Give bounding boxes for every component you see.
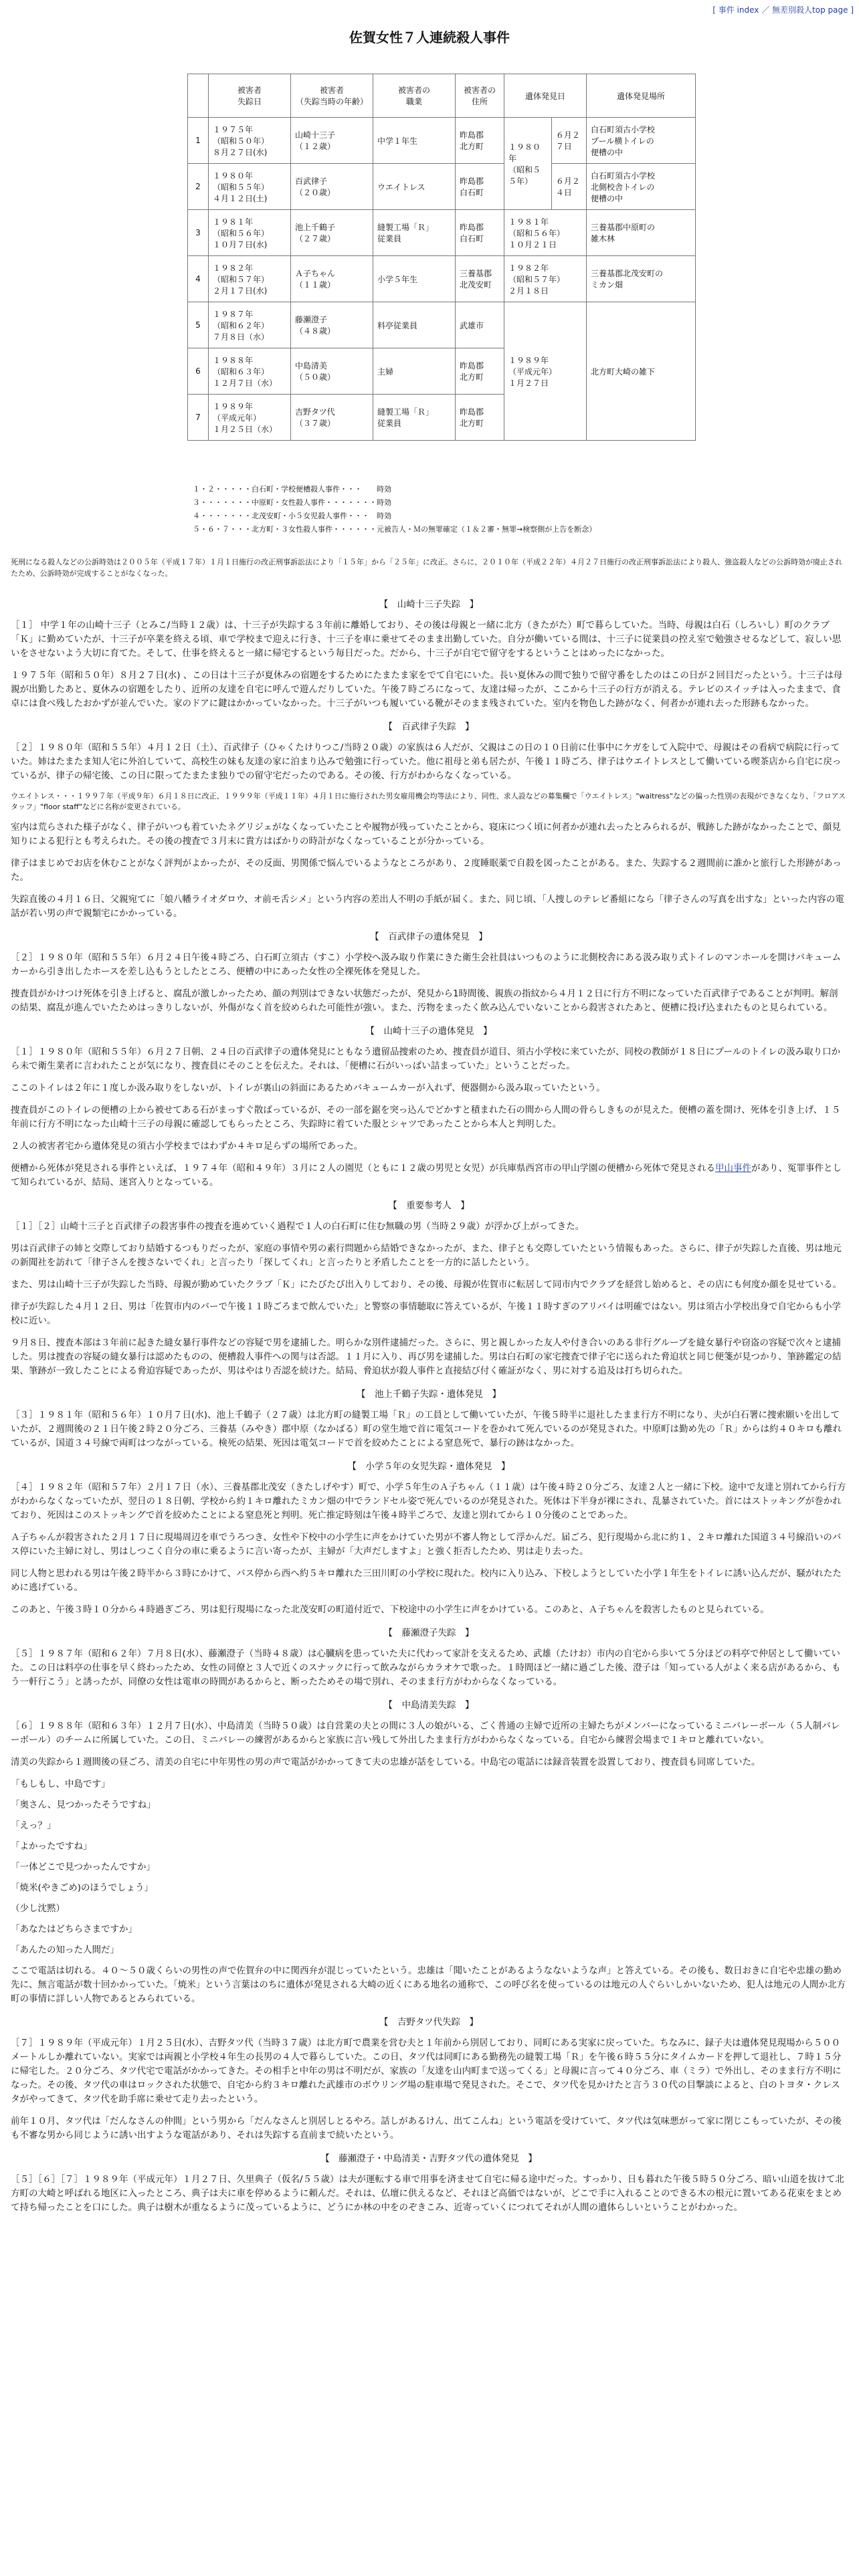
row-number: 2	[188, 164, 209, 210]
missing-date-cell: １９７５年 （昭和５０年） ８月２７日(水)	[209, 118, 291, 164]
table-header-cell	[188, 74, 209, 118]
paragraph: ［１］ 中学１年の山崎十三子（とみこ/当時１２歳）は、十三子が失踪する３年前に離婚しており、その後は母親と一緒に北方（きたがた）町で暮らしていた。当時、母親は白石（しろいし）町のクラブ「Ｋ」に勤めていたが、十三子が卒業を終える頃、車で学校まで迎えに行き、十三子を車に乗せてそのまま出勤していた。自分が働いている間は、十三子に従業員の控え室で勉強させるなどして、寂しい思いをさせないよう大切に育てた。そして、仕事を終えると一緒に帰宅するという毎日だった。だから、十三子が自宅で留守をするということはめったになかった。	[11, 620, 842, 659]
row-number: 6	[188, 348, 209, 395]
legend-item: ４・・・・・・・北茂安町・小５女児殺人事件・・・ 時効	[193, 512, 391, 520]
paragraph: １９７５年（昭和５０年）８月２７日(水) 、この日は十三子が夏休みの宿題をするためにたまたま家をでて自宅にいた。長い夏休みの間で独りで留守番をしたのはこの日が２回目だったという。十三子は母親が出勤したあと、夏休みの宿題をしたり、近所の友達を自宅に呼んで遊んだりしていた。午後７時ごろになって、友達は帰ったが、ここから十三子の行方が消える。テレビのスイッチは入ったままで、食卓には食べ残したおかずが並んでいた。家のドアに鍵はかかっていなかった。十三子がいつも履いている靴がそのまま残されていた。室内を物色した跡がなく、何者かが連れ去った形跡もなかった。	[11, 670, 843, 709]
paragraph: 室内は荒らされた様子がなく、律子がいつも着ていたネグリジェがなくなっていたことや履物が残っていたことから、寝床につく頃に何者かが連れ去ったとみられるが、戦跡した跡がなかったことで、顔見知りによる犯行とも考えられた。その後の捜査で３月末に貴方はばかりの時計がなくなっていることが分かっている。	[11, 822, 841, 847]
address-cell: 昨島郡 白石町	[456, 210, 504, 256]
occupation-cell: 小学５年生	[373, 256, 456, 302]
victim-name-cell: 藤瀬澄子 （４８歳）	[291, 302, 373, 348]
table-header-row	[188, 74, 696, 118]
found-place-cell: 三養基郡北茂安町の ミカン畑	[587, 256, 696, 302]
victim-name-cell: 山崎十三子 （１２歳）	[291, 118, 373, 164]
paragraph: ［４］１９８２年（昭和５７年）２月１７日（水）、三養基郡北茂安（きたしげやす）町で、小学５年生のＡ子ちゃん（１１歳）は午後４時２０分ごろ、友達２人と一緒に下校。途中で友達と別れてから行方がわからなくなっていたが、翌日の１８日朝、学校から約１キロ離れたミカン畑の中でランドセル姿で死んでいるのが発見された。死体は下半身が裸にされ、乱暴されていた。首にはストッキングが巻かれており、死因はこのストッキングで首を絞めたことによる窒息死と判明。死亡推定時刻は午後４時半ごろで、友達と別れてから１０分後のことであった。	[11, 1482, 846, 1521]
paragraph: ［２］１９８０年（昭和５５年）６月２４日午後４時ごろ、白石町立須古（すこ）小学校へ汲み取り作業にきた衛生会社員はいつものように北側校舎にある汲み取り式トイレのマンホールを開けバキュームカーから引き出したホースを差し込もうとしたところ、便槽の中にあった女性の全裸死体を発見した。	[11, 952, 842, 977]
paragraph: ［５］１９８７年（昭和６２年）７月８日(水）、藤瀬澄子（当時４８歳）は心臓病を患っていた夫に代わって家計を支えるため、武雄（たけお）市内の自宅から歩いて５分ほどの料亭で仲居として働いていた。この日は料亭の仕事を早く終わったため、女性の同僚と３人で近くのスナックに行って飲みながらカラオケで歌った。１時間ほど一緒に過ごした後、澄子は「知っている人がよく来る店があるから、もう一軒行こう」と誘ったが、同僚の女性は電車の時間があるからと、断ったためその場で別れ、そのまま行方がわからなくなっている。	[11, 1648, 841, 1687]
paragraph: 律子が失踪した４月１２日、男は「佐賀市内のバーで午後１１時ごろまで飲んでいた」と警察の事情聴取に答えているが、午後１１時すぎのアリバイは明確ではない。男は須古小学校出身で自宅からも小学校に近い。	[11, 1301, 842, 1326]
row-number: 7	[188, 395, 209, 441]
missing-date-cell: １９８２年 （昭和５７年） ２月１７日(水)	[209, 256, 291, 302]
victim-name-cell: 吉野タツ代 （３７歳）	[291, 395, 373, 441]
table-row	[188, 118, 696, 164]
found-place-cell: 白石町須古小学校 北側校舎トイレの 便槽の中	[587, 164, 696, 210]
dialogue-line: 「えっ？」	[11, 1820, 56, 1831]
occupation-cell: 縫製工場「Ｒ」 従業員	[373, 395, 456, 441]
occupation-cell: 主婦	[373, 348, 456, 395]
found-date-cell: １９８２年 （昭和５７年） ２月１８日	[504, 256, 587, 302]
section-heading: 【 藤瀬澄子失踪 】	[383, 1628, 474, 1638]
victim-name-cell: Ａ子ちゃん （１１歳）	[291, 256, 373, 302]
legend-item: １・２・・・・・白石町・学校便槽殺人事件・・・ 時効	[193, 485, 391, 494]
paragraph: 捜査員がこのトイレの便槽の上から被せてある石がまっすぐ散ばっているが、その一部を鋸を突っ込んでどかすと積まれた石の間から人間の骨らしきものが見えた。便槽の蓋を開け、死体を引き上げ、１５年前に行方不明になった山崎十三子の母親に確認してもらったところ、失踪時に着ていた服とシャツであったことから本人と判明した。	[11, 1105, 841, 1130]
occupation-cell: 料亭従業員	[373, 302, 456, 348]
table-row	[188, 164, 696, 210]
missing-date-cell: １９８８年 （昭和６３年） １２月７日（水）	[209, 348, 291, 395]
missing-date-cell: １９８１年 （昭和５６年） １０月７日(水)	[209, 210, 291, 256]
victims-table	[187, 74, 696, 441]
row-number: 3	[188, 210, 209, 256]
paragraph: ここで電話は切れる。４０～５０歳くらいの男性の声で佐賀弁の中に関西弁が混じっていたという。忠雄は「聞いたことがあるようなないような声」と答えている。その後も、数日おきに自宅や忠雄の勤め先に、無言電話が数十回かかっていた。「焼米」という言葉はのちに遺体が発見される大崎の近くにある地名の通称で、この呼び名を使っているのは地元の人ぐらいしかいないため、犯人は地元の人間か北方町の事情に詳しい人物であるとみられている。	[11, 1965, 846, 2004]
section-heading: 【 中島清美失踪 】	[383, 1700, 474, 1711]
found-date-cell: ６月２４日	[551, 164, 586, 210]
paragraph: ２人の被害者宅から遺体発見の須古小学校まではわずか４キロ足らずの場所であった。	[11, 1141, 363, 1152]
found-place-cell: 白石町須古小学校 プール横トイレの 便槽の中	[587, 118, 696, 164]
row-number: 5	[188, 302, 209, 348]
paragraph: このあと、午後３時１０分から４時過ぎごろ、男は犯行現場になった北茂安町の町道付近で、下校途中の小学生に声をかけている。このあと、Ａ子ちゃんを殺害したものと見られている。	[11, 1604, 769, 1615]
table-header-cell: 被害者 （失踪当時の年齢）	[291, 74, 373, 118]
found-place-cell: 三養基郡中原町の 雑木林	[587, 210, 696, 256]
table-row	[188, 210, 696, 256]
missing-date-cell: １９８７年 （昭和６２年） ７月８日（水）	[209, 302, 291, 348]
dialogue-line: 「よかったですね」	[11, 1841, 92, 1852]
paragraph: 清美の失踪から１週間後の昼ごろ、清美の自宅に中年男性の男の声で電話がかかってきて夫の忠雄が話をしている。中島宅の電話には録音装置を設置しており、捜査員も同席していた。	[11, 1757, 761, 1767]
index-link[interactable]: 事件 index	[718, 5, 759, 15]
legend-item: ３・・・・・・・中原町・女性殺人事件・・・・・・・時効	[193, 498, 391, 507]
dialogue-line: 「一体どこで見つかったんですか」	[11, 1862, 155, 1872]
kabutoyama-case-link[interactable]: 甲山事件	[715, 1163, 751, 1174]
paragraph: Ａ子ちゃんが殺害された２月１７日に現場周辺を車でうろつき、女性や下校中の小学生に声をかけていた男が不審人物として浮かんだ。届ごろ、犯行現場から北に約１、２キロ離れた国道３４号線沿いのバス停にいた主婦に対し、男はしつこく自分の車に乗るように言い寄ったが、主婦が「大声だしますよ」と強く拒否したため、男は走り去った。	[11, 1532, 842, 1557]
occupation-cell: 中学１年生	[373, 118, 456, 164]
table-header-cell: 被害者の 住所	[456, 74, 504, 118]
missing-date-cell: １９８０年 （昭和５５年） ４月１２日(土)	[209, 164, 291, 210]
victim-name-cell: 百武律子 （２０歳）	[291, 164, 373, 210]
table-row	[188, 256, 696, 302]
table-header-cell: 被害者の 職業	[373, 74, 456, 118]
address-cell: 三養基郡 北茂安町	[456, 256, 504, 302]
phone-dialogue	[11, 1778, 847, 1957]
legend	[193, 483, 596, 536]
section-heading: 【 吉野タツ代失踪 】	[379, 2017, 479, 2028]
section-heading: 【 重要参考人 】	[388, 1200, 470, 1211]
section-heading: 【 小学５年の女児失踪・遺体発見 】	[347, 1461, 510, 1472]
victim-name-cell: 池上千鶴子 （２７歳）	[291, 210, 373, 256]
paragraph: 律子はまじめでお店を休むことがなく評判がよかったが、その反面、男関係で悩んでいるようなところがあり、２度睡眠薬で自殺を図ったことがある。また、失踪する２週間前に誰かと旅行した形跡があった。	[11, 858, 842, 883]
section-heading: 【 藤瀬澄子・中島清美・吉野タツ代の遺体発見 】	[320, 2153, 537, 2164]
dialogue-line: 「あんたの知った人間だ」	[11, 1945, 119, 1955]
found-date-cell: ６月２７日	[551, 118, 586, 164]
paragraph: ウエイトレス・・・１９９７年（平成９年）６月１８日に改正、１９９９年（平成１１年）４月１日に施行された男女雇用機会均等法により、同性、求人設などの募集欄で「ウエイトレス」"waitress"などの偏った性別の表現ができなくなり、「フロアスタッフ」"floor staff"などに名称が変更されている。	[11, 792, 846, 811]
table-header-cell: 遺体発見場所	[587, 74, 696, 118]
found-year-cell: １９８０年 （昭和５５年）	[504, 118, 552, 210]
article-body	[11, 588, 847, 2223]
row-number: 4	[188, 256, 209, 302]
dialogue-line: 「あなたはどちらさまですか」	[11, 1924, 137, 1935]
section-heading: 【 百武律子の遺体発見 】	[370, 932, 488, 942]
paragraph: 男は百武律子の姉と交際しており結婚するつもりだったが、家庭の事情や男の素行問題から結婚できなかったが、また、律子とも交際していたという情報もあった。さらに、律子が失踪した直後、男は地元の新聞社を訪れて「律子さんを捜さないでくれ」と言ったり「探してくれ」と言ったりと矛盾したことを一方的に話したという。	[11, 1243, 842, 1268]
paragraph: ［５］［６］［７］１９８９年（平成元年）１月２７日、久里典子（仮名/５５歳）は夫が運転する車で用事を済ませて自宅に帰る途中だった。すっかり、日も暮れた午後５時５０分ごろ、暗い山道を抜けて北方町の大崎と呼ばれる地区に入ったところ、典子は夫に車を停めるように頼んだ。それは、仏壇に供えるなど、それほど高価ではないが、どこで手に入れることのできる木の根元に置いてある花束をまとめて持ち帰ったことを口にした。典子は樹木が重なるように茂っているように、どうにか林の中をのぞきこみ、近寄っていくにつれてそれが人間の遺体らしいということがわかった。	[11, 2174, 844, 2213]
table-header-cell: 遺体発見日	[504, 74, 587, 118]
section-heading: 【 山崎十三子の遺体発見 】	[365, 1026, 492, 1037]
paragraph: 捜査員がかけつけ死体を引き上げると、腐乱が激しかったため、顔の判別はできない状態だったが、発見から1時間後、親族の指紋から４月１２日に行方不明になっていた百武律子であることが判明。解剖の結果、腐乱が進んでいたためはっきりしないが、外傷がなく首を絞められた可能性が強い。また、汚物をまったく飲み込んでいないことから殺害されたあと、便槽に投げ込まれたものと見られている。	[11, 988, 838, 1013]
address-cell: 昨島郡 白石町	[456, 164, 504, 210]
paragraph: ここのトイレは２年に１度しか汲み取りをしないが、トイレが裏山の斜面にあるためバキュームカーが入れず、便器側から汲み取っていたという。	[11, 1083, 605, 1093]
found-date-cell: １９８９年 （平成元年） １月２７日	[504, 302, 587, 441]
address-cell: 武雄市	[456, 302, 504, 348]
paragraph: ［６］１９８８年（昭和６３年）１２月７日(水）、中島清美（当時５０歳）は自営業の夫との間に３人の娘がいる、ごく普通の主婦で近所の主婦たちがメンバーになっているミニバレーボール（５人制バレーボール）のチームに所属していた。この日、ミニバレーの練習があるからと家族に言い残して外出したまま行方がわからなくなっている。自宅から練習会場まで１キロと離れていない。	[11, 1721, 840, 1745]
dialogue-line: 「奥さん、見つかったそうですね」	[11, 1800, 156, 1810]
paragraph: 便槽から死体が発見される事件といえば、１９７４年（昭和４９年）３月に２人の園児（ともに１２歳の男児と女児）が兵庫県西宮市の甲山学園の便槽から死体で発見される甲山事件があり、冤罪事件として知られているが、結局、迷宮入りとなっている。	[11, 1163, 842, 1188]
occupation-cell: 縫製工場「Ｒ」 従業員	[373, 210, 456, 256]
paragraph: ［７］１９８９年（平成元年）１月２５日(水）、吉野タツ代（当時３７歳）は北方町で農業を営む夫と１年前から別居しており、同町にある実家に戻っていた。ちなみに、録子夫は遺体発見現場から５００メートルしか離れていない。実家では両親と小学校４年生の長男の４人で暮らしていた。この日、タツ代は同町にある勤務先の縫製工場「Ｒ」を午後６時５５分にタイムカードを押して退社し、７時１５分に帰宅した。２０分ごろ、タツ代宅で電話がかかってきた。その相手と中年の男は不明だが、家族の「友達を山内町まで送ってくる」と母親に言って４０分ごろ、車（ミラ）で外出し、そのまま行方不明になった。その後、タツ代の車はロックされた状態で、自宅から約３キロ離れた武雄市のボウリング場の駐車場で発見された。そこで、タツ代を見かけたと言う３０代の目撃談によると、白のトヨタ・クレスタがやってきて、タツ代を助手席に乗せて走り去ったという。	[11, 2038, 842, 2105]
occupation-cell: ウエイトレス	[373, 164, 456, 210]
paragraph: 前年１０月、タツ代は「だんなさんの仲間」という男から「だんなさんと別居しとるやろ。話しがあるけん、出てこんね」という電話を受けていて、タツ代は気味悪がって家に閉じこもっていたが、その後も不審な男から同じように誘い出すような電話があり、それは失踪する直前まで続いたという。	[11, 2116, 842, 2141]
paragraph: ［１］１９８０年（昭和５５年）６月２７日朝、２４日の百武律子の遺体発見にともなう遺留品捜索のため、捜査員が道目、須古小学校に来ていたが、同校の教師が１８日にプールのトイレの汲み取り口から未で衛生業者に言われたことが気になり、捜査員にそのことを伝えた。それは、「便槽に石がいっぱい詰まっていた」ということだった。	[11, 1047, 841, 1071]
row-number: 1	[188, 118, 209, 164]
section-heading: 【 百武律子失踪 】	[383, 722, 474, 732]
dialogue-line: 「焼米(やきごめ)のほうでしょう」	[11, 1883, 154, 1893]
found-date-cell: １９８１年 （昭和５６年） １０月２１日	[504, 210, 587, 256]
paragraph: ［２］１９８０年（昭和５５年）４月１２日（土）、百武律子（ひゃくたけりつこ/当時２０歳）の家族は６人だが、父親はこの日の１０日前に仕事中にケガをして入院中で、母親はその看病で病院に行っていた。姉はたまたま知人宅に外泊していて、高校生の妹も友達の家に泊まり込みで勉強に行っていた。他に祖母と弟も居たが、午後１１時ごろ、律子はウエイトレスとして働いている喫茶店から自宅に戻っているが、律子の帰宅後、この日に限ってたまたま独りでの留守宅だったのである。その後、行方がわからなくなっている。	[11, 742, 842, 781]
address-cell: 昨島郡 北方町	[456, 395, 504, 441]
section-heading: 【 山崎十三子失踪 】	[379, 599, 479, 610]
missing-date-cell: １９８９年 （平成元年） １月２５日（水）	[209, 395, 291, 441]
section-heading: 【 池上千鶴子失踪・遺体発見 】	[357, 1389, 501, 1400]
dialogue-line: （少し沈黙）	[11, 1903, 65, 1914]
paragraph: 失踪直後の４月１６日、父親宛てに「娘八幡ライオダロウ、オ前モ舌シメ」という内容の差出人不明の手紙が届く。また、同じ頃、「人捜しのテレビ番組になら「律子さんの写真を出すな」といった内容の電話が若い男の声で親類宅にかかっている。	[11, 894, 844, 919]
found-place-cell: 北方町大崎の雑下	[587, 302, 696, 441]
dialogue-line: 「もしもし、中島です」	[11, 1779, 110, 1790]
address-cell: 昨島郡 北方町	[456, 348, 504, 395]
statute-note: 死刑になる殺人などの公訴時効は２００５年（平成１７年）１月１日施行の改正刑事訴訟法により「１５年」から「２５年」に改正。さらに、２０１０年（平成２２年）４月２７日施行の改正刑事訴訟法により殺人、強盗殺人などの公訴時効が廃止されたため、公訴時効が完成することがなくなった。	[11, 558, 842, 578]
table-header-cell: 被害者 失踪日	[209, 74, 291, 118]
paragraph: また、男は山崎十三子が失踪した当時、母親が勤めていたクラブ「Ｋ」にたびたび出入りしており、その後、母親が佐賀市に転居して同市内でクラブを経営し始めると、その店にも何度か顔を見せている。	[11, 1279, 842, 1290]
top-page-link[interactable]: 無差別殺人top page	[772, 5, 848, 15]
top-nav: [ 事件 index ／ 無差別殺人top page ]	[712, 5, 854, 15]
legend-item: ５・６・７・・・北方町・３女性殺人事件・・・・・・元被告人・Ｍの無罪確定（１＆２審・無罪→検察側が上告を断念）	[193, 525, 597, 534]
nav-separator: ／	[761, 5, 770, 15]
paragraph: ９月８日、捜査本部は３年前に起きた縫女暴行事件などの容疑で男を逮捕した。明らかな別件逮捕だった。さらに、男と親しかった友人や付き合いのある非行グループを縫女暴行や窃盗の容疑で次々と逮捕した。男は捜査の容疑の縫女暴行は認めたものの、便槽殺人事件への関与は否認。１１月に入り、再び男を逮捕した。男は白石町の家宅捜査で律子宅に送られた脅迫状と同じ便箋が見つかり、筆跡鑑定の結果、筆跡が一致したことによる脅迫容疑であったが、男はやはり否認を続けた。結局、脅迫状が殺人事件と直接結び付く確証がなく、男に対する追及は打ち切られた。	[11, 1337, 842, 1376]
address-cell: 昨島郡 北方町	[456, 118, 504, 164]
paragraph: ［１］［２］山崎十三子と百武律子の殺害事件の捜査を進めていく過程で１人の白石町に住む無職の男（当時２９歳）が浮かび上がってきた。	[11, 1221, 585, 1232]
paragraph: 同じ人物と思われる男は午後２時半から３時にかけて、バス停から西へ約５キロ離れた三田川町の小学校に現れた。校内に入り込み、下校しようとしていた小学１年生をトイレに誘い込んだが、騒がれたために逃げている。	[11, 1568, 842, 1593]
table-row	[188, 302, 696, 348]
victim-name-cell: 中島清美 （５０歳）	[291, 348, 373, 395]
page-title: 佐賀女性７人連続殺人事件	[349, 29, 510, 45]
paragraph: ［３］１９８１年（昭和５６年）１０月７日(水)、池上千鶴子（２７歳）は北方町の縫製工場「Ｒ」の工員として働いていたが、午後５時半に退社したまま行方不明になり、夫が白石署に捜索願いを出していたが、２週間後の２１日午後２時２０分ごろ、三養基（みやき）郡中原（なかばる）町の堂生地で首に電気コードを巻かれて死んでいるのが発見された。中原町は勤め先の「Ｒ」からは約４０キロも離れているが、国道３４号線で両町はつながっている。検死の結果、死因は電気コードで首を絞めたことによる窒息死で、暴行の跡はなかった。	[11, 1410, 842, 1448]
